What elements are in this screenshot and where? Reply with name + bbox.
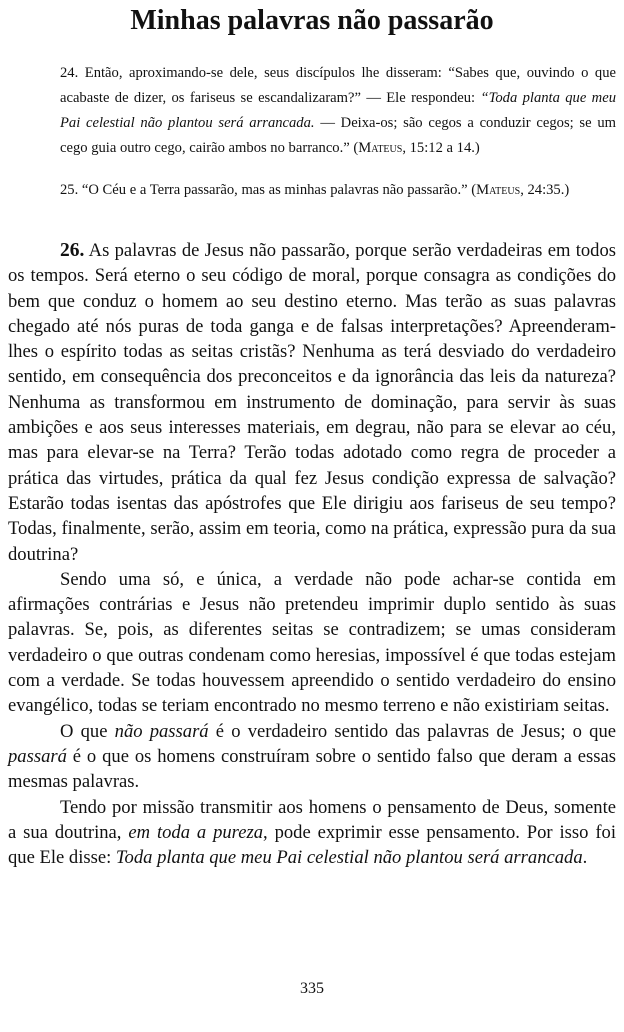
paragraph-3 [8,719,616,795]
quote-25-ref-verse: , 24:35.) [520,182,570,198]
chapter-title: Minhas palavras não passarão [130,5,494,36]
paragraph-4-italic-1: em toda a pureza [128,821,264,843]
paragraph-4-text-a: Tendo por missão transmitir aos homens o pensamento de Deus, somente a sua doutrina, [8,796,616,843]
quote-24-text: 24. Então, aproximando-se dele, seus discípulos lhe disseram: “Sabes que, ouvindo o que acabaste de dizer, os fariseus se escandalizaram?” — Ele respondeu: [60,65,616,106]
quote-24-italic: “Toda planta que meu Pai celestial não plantou será arrancada. [60,90,616,131]
quote-24-ref-book: Mateus [358,140,403,156]
quote-24-text-continued: — Deixa-os; são cegos a conduzir cegos; se um cego guia outro cego, cairão ambos no barranco.” ( [60,115,616,156]
quote-25 [60,178,616,203]
paragraph-2-text: Sendo uma só, e única, a verdade não pode achar-se contida em afirmações contrárias e Jesus não pretendeu imprimir duplo sentido às suas palavras. Se, pois, as diferentes seitas se contradizem; se umas consideram verdadeiro o que outras condenam como heresias, impossível é que todas estejam com a verdade. Se todas houvessem apreendido o sentido verdadeiro do ensino evangélico, todas se teriam encontrado no mesmo terreno e não existiriam seitas. [8,568,616,717]
paragraph-3-text-c: é o que os homens construíram sobre o sentido falso que deram a essas mesmas palavras. [8,745,616,793]
paragraph-26-text: As palavras de Jesus não passarão, porque serão verdadeiras em todos os tempos. Será eterno o seu código de moral, porque consagra as condições do bem que conduz o homem ao seu destino eterno. Mas terão as suas palavras chegado até nós puras de toda ganga e de falsas interpretações? Apreenderam-lhes o espírito todas as seitas cristãs? Nenhuma as terá desviado do verdadeiro sentido, em consequência dos preconceitos e da ignorância das leis da natureza? Nenhuma as transformou em instrumento de dominação, para servir às suas ambições e aos seus interesses materiais, em degrau, não para se elevar ao céu, mas para elevar-se na Terra? Terão todas adotado como regra de proceder a prática das virtudes, prática da qual fez Jesus condição expressa de salvação? Estarão todas isentas das apóstrofes que Ele dirigiu aos fariseus de seu tempo? Todas, finalmente, serão, assim em teoria, como na prática, expressão pura da sua doutrina? [8,240,616,565]
paragraph-number: 26. [60,240,85,261]
paragraph-4 [8,795,616,871]
quote-25-ref-book: Mateus [476,182,521,198]
main-text [8,238,616,870]
page-number: 335 [300,980,324,997]
quote-24-ref-verse: , 15:12 a 14.) [402,140,480,156]
paragraph-2 [8,567,616,719]
paragraph-3-italic-2: passará [8,745,67,767]
paragraph-3-text-a: O que [60,720,115,742]
quote-25-text: 25. “O Céu e a Terra passarão, mas as minhas palavras não passarão.” ( [60,182,477,198]
paragraph-26 [8,238,616,567]
paragraph-4-italic-2: Toda planta que meu Pai celestial não plantou será arrancada [115,847,583,869]
paragraph-3-italic-1: não passará [114,720,209,742]
paragraph-3-text-b: é o verdadeiro sentido das palavras de Jesus; o que [208,720,616,742]
paragraph-4-text-b: , pode exprimir esse pensamento. Por isso foi que Ele disse: [8,821,617,869]
quote-24 [60,61,616,161]
paragraph-4-text-c: . [582,847,588,869]
